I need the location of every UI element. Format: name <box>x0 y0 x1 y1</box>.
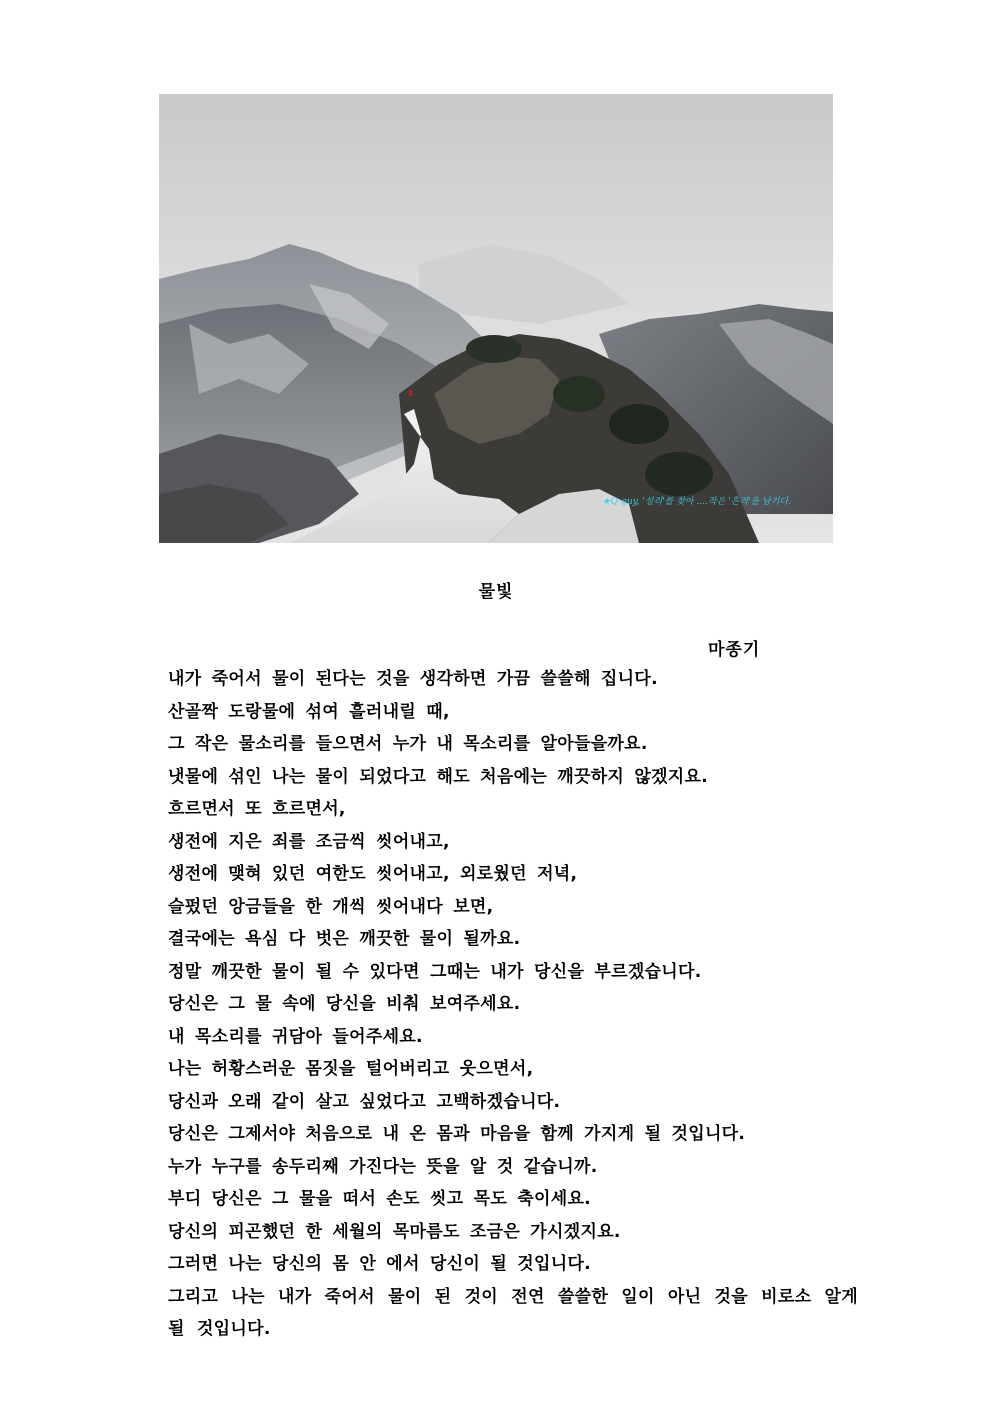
poem-line: 생전에 지은 죄를 조금씩 씻어내고, <box>168 831 450 852</box>
poem-line: 결국에는 욕심 다 벗은 깨끗한 물이 될까요. <box>168 929 521 949</box>
poem-line: 내가 죽어서 물이 된다는 것을 생각하면 가끔 쓸쓸해 집니다. <box>168 669 658 689</box>
poem-line: 당신은 그 물 속에 당신을 비춰 보여주세요. <box>168 994 521 1014</box>
poem-line: 그리고 나는 내가 죽어서 물이 된 것이 전연 쓸쓸한 일이 아닌 것을 비로소 알게 될 것입니다. <box>168 1286 858 1339</box>
poem-line: 슬펐던 앙금들을 한 개씩 씻어내다 보면, <box>168 896 494 917</box>
poem-line: 정말 깨끗한 물이 될 수 있다면 그때는 내가 당신을 부르겠습니다. <box>168 961 702 982</box>
poem-line: 당신의 피곤했던 한 세월의 목마름도 조금은 가시겠지요. <box>168 1221 621 1242</box>
poem-line: 그러면 나는 당신의 몸 안 에서 당신이 될 것입니다. <box>168 1254 591 1274</box>
poem-line: 그 작은 물소리를 들으면서 누가 내 목소리를 알아들을까요. <box>168 734 648 754</box>
photo-watermark-caption: ★Q-guy, '설리'를 찾아 ....작은 '흔적'을 남기다. <box>602 497 791 507</box>
poem-line: 생전에 맺혀 있던 여한도 씻어내고, 외로웠던 저녁, <box>168 864 578 884</box>
poem-line: 누가 누구를 송두리째 가진다는 뜻을 알 것 같습니까. <box>168 1156 598 1177</box>
poem-line: 산골짝 도랑물에 섞여 흘러내릴 때, <box>168 701 450 722</box>
poem-line: 부디 당신은 그 물을 떠서 손도 씻고 목도 축이세요. <box>168 1189 591 1209</box>
poem-title: 물빛 <box>478 582 514 602</box>
poem-author: 마종기 <box>708 640 761 660</box>
poem-body <box>168 663 858 1346</box>
poem-line: 당신은 그제서야 처음으로 내 온 몸과 마음을 함께 가지게 될 것입니다. <box>168 1124 746 1144</box>
poem-line: 흐르면서 또 흐르면서, <box>168 799 346 819</box>
poem-line: 당신과 오래 같이 살고 싶었다고 고백하겠습니다. <box>168 1091 561 1112</box>
snowy-ridge-illustration <box>159 94 833 543</box>
poem-line: 나는 허황스러운 몸짓을 털어버리고 웃으면서, <box>168 1059 534 1079</box>
poem-line: 내 목소리를 귀담아 들어주세요. <box>168 1026 423 1047</box>
poem-line: 냇물에 섞인 나는 물이 되었다고 해도 처음에는 깨끗하지 않겠지요. <box>168 766 708 787</box>
mountain-photo <box>159 94 833 543</box>
